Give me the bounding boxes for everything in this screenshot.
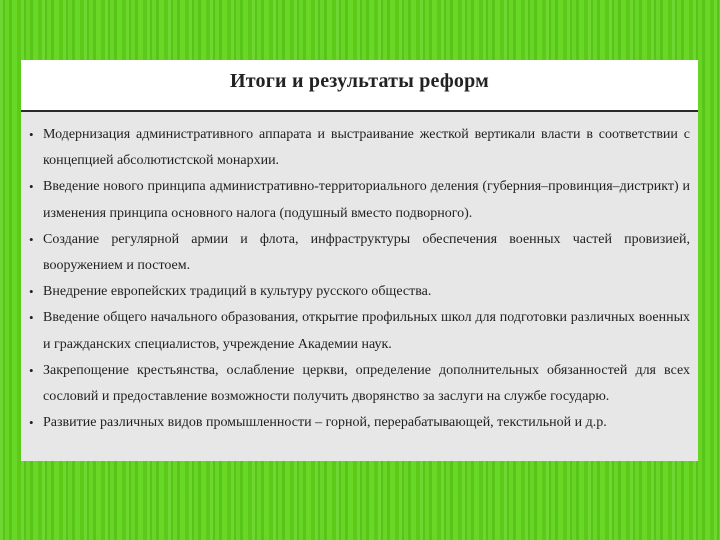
bullet-icon: • <box>29 310 34 326</box>
list-item-text: Закрепощение крестьянства, ослабление церкви, определение дополнительных обязанностей для всех сословий и предоставление возможности получить дворянство за заслуги на службе государю. <box>43 362 690 405</box>
list-item <box>27 174 690 226</box>
bullet-icon: • <box>29 284 34 300</box>
bullet-icon: • <box>29 415 34 431</box>
content-panel <box>21 112 698 461</box>
list-item-text: Создание регулярной армии и флота, инфраструктуры обеспечения военных частей провизией, вооружением и постоем. <box>43 231 690 274</box>
list-item-text: Модернизация административного аппарата и выстраивание жесткой вертикали власти в соответствии с концепцией абсолютистской монархии. <box>43 127 690 169</box>
bullet-icon: • <box>29 231 34 247</box>
bullet-icon: • <box>29 179 34 195</box>
list-item <box>27 122 690 174</box>
list-item-text: Введение нового принципа административно-территориального деления (губерния–провинция–дистрикт) и изменения принципа основного налога (подушный вместо подворного). <box>43 179 690 221</box>
list-item <box>27 305 690 357</box>
list-item-text: Развитие различных видов промышленности – горной, перерабатывающей, текстильной и д.р. <box>43 415 607 431</box>
bullet-icon: • <box>29 127 34 142</box>
title-bar <box>21 60 698 112</box>
list-item-text: Введение общего начального образования, открытие профильных школ для подготовки различных военных и гражданских специалистов, учреждение Академии наук. <box>43 310 690 352</box>
results-list <box>21 112 698 436</box>
list-item <box>27 410 690 436</box>
slide-card <box>21 60 698 461</box>
list-item-text: Внедрение европейских традиций в культуру русского общества. <box>43 284 432 300</box>
list-item <box>27 227 690 279</box>
list-item <box>27 279 690 305</box>
list-item <box>27 358 690 410</box>
slide-title: Итоги и результаты реформ <box>230 70 489 92</box>
bullet-icon: • <box>29 362 34 378</box>
